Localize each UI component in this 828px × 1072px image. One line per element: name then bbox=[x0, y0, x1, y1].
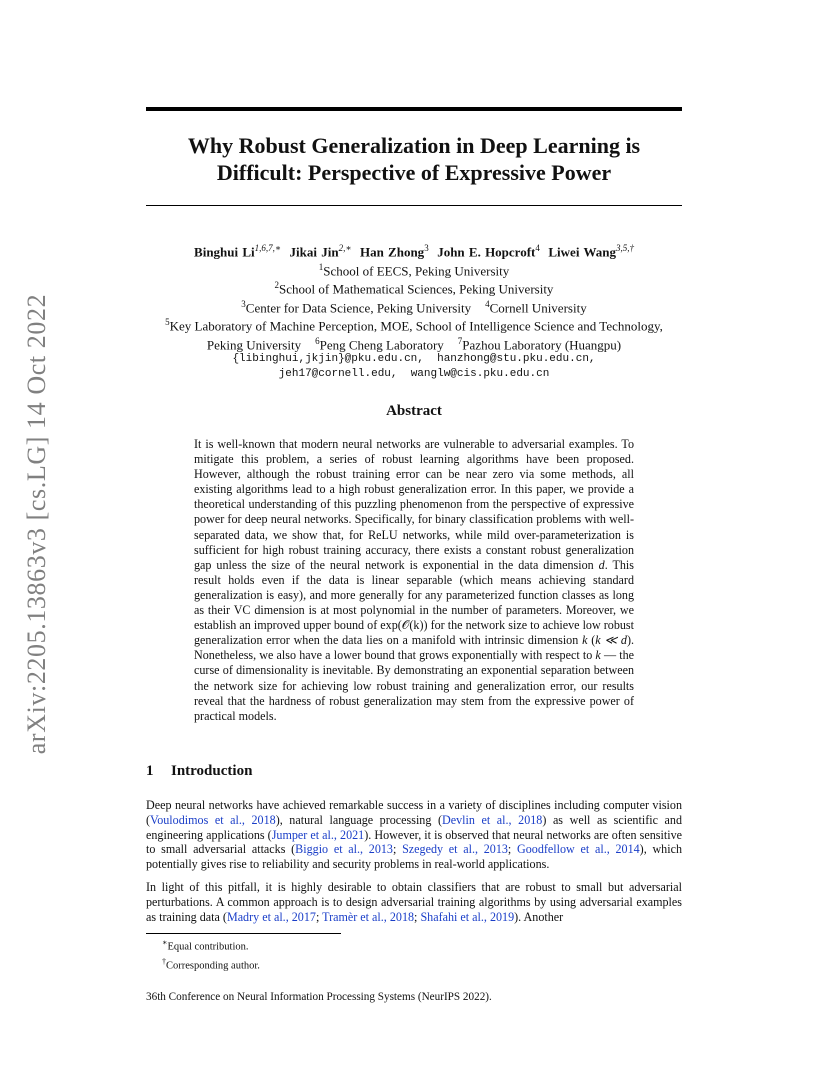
conference-venue: 36th Conference on Neural Information Processing Systems (NeurIPS 2022). bbox=[146, 991, 492, 1003]
title-top-rule bbox=[146, 107, 682, 111]
affiliation-line: Peking University $^6$Peng Cheng Laboratory $^7$Pazhou Laboratory (Huangpu) bbox=[206, 335, 622, 352]
email[interactable]: hanzhong@stu.pku.edu.cn, bbox=[437, 353, 596, 366]
author-names bbox=[146, 241, 682, 260]
author-name: Liwei Wang bbox=[548, 244, 616, 260]
section-number: 1 bbox=[146, 763, 154, 779]
section-heading-introduction bbox=[146, 763, 252, 780]
abstract-text: It is well-known that modern neural networks are vulnerable to adversarial examples. To mitigate this problem, a series of robust learning algorithms have been proposed. However, although the robust training error can be near zero via some methods, all existing algorithms lead to a high robust generalization error. In this paper, we provide a theoretical understanding of this puzzling phenomenon from the perspective of expressive power for deep neural networks. Specifically, for binary classification problems with well-separated data, we show that, for ReLU networks, while mild over-parameterization is sufficient for high robust training accuracy, there exists a constant robust generalization gap unless the size of the neural network is exponential in the data dimension d. This result holds even if the data is linear separable (which means achieving standard generalization is easy), and more generally for any parameterized function classes as long as their VC dimension is at most polynomial in the number of parameters. Moreover, we establish an improved upper bound of exp(𝒪(k)) for the network size to achieve low robust generalization error when the data lies on a manifold with intrinsic dimension k (k ≪ d). Nonetheless, we also have a lower bound that grows exponentially with respect to k — the curse of dimensionality is inevitable. By demonstrating an exponential separation between the network size for achieving low robust training and generalization error, our results reveal that the hardness of robust generalization may stem from the expressive power of practical models. bbox=[194, 437, 635, 723]
footnote: ∗Equal contribution. bbox=[162, 938, 249, 953]
author-marks: 4 bbox=[535, 243, 540, 253]
paper-title bbox=[146, 132, 682, 186]
citation-link[interactable]: Tramèr et al., 2018 bbox=[322, 909, 415, 924]
citation-link[interactable]: Devlin et al., 2018 bbox=[442, 812, 543, 827]
citation-link[interactable]: Szegedy et al., 2013 bbox=[402, 842, 508, 857]
citation-link[interactable]: Goodfellow et al., 2014 bbox=[517, 842, 640, 857]
math: k bbox=[582, 633, 588, 648]
author-name: Han Zhong bbox=[359, 244, 425, 260]
math: k bbox=[595, 648, 601, 663]
intro-paragraph-2: In light of this pitfall, it is highly desirable to obtain classifiers that are robust to small but adversarial perturbations. A common approach is to design adversarial training algorithms by using adversarial examples as training data (Madry et al., 2017; Tramèr et al., 2018; Shafahi et al., 2019). Another bbox=[146, 880, 682, 924]
author-marks: 3 bbox=[424, 243, 429, 253]
abstract-heading: Abstract bbox=[386, 403, 442, 419]
author-marks: 2,∗ bbox=[338, 243, 352, 253]
author-block bbox=[146, 241, 682, 383]
email-line bbox=[146, 352, 682, 367]
author-name: Jikai Jin bbox=[289, 244, 339, 260]
arxiv-identifier-text: arXiv:2205.13863v3 [cs.LG] 14 Oct 2022 bbox=[22, 293, 51, 755]
affiliation-line: $^3$Center for Data Science, Peking University $^4$Cornell University bbox=[241, 298, 587, 315]
citation-link[interactable]: Madry et al., 2017 bbox=[226, 909, 316, 924]
footnote-rule bbox=[146, 933, 341, 934]
title-line-2: Difficult: Perspective of Expressive Power bbox=[216, 160, 612, 185]
section-title: Introduction bbox=[171, 763, 253, 779]
title-line-1: Why Robust Generalization in Deep Learning is bbox=[187, 133, 641, 158]
affiliation-line: $^2$School of Mathematical Sciences, Peking University bbox=[274, 280, 554, 297]
citation-link[interactable]: Voulodimos et al., 2018 bbox=[150, 812, 276, 827]
footnotes bbox=[162, 936, 260, 973]
arxiv-identifier-stamp bbox=[17, 290, 57, 758]
title-bottom-rule bbox=[146, 205, 682, 206]
citation-link[interactable]: Shafahi et al., 2019 bbox=[420, 909, 515, 924]
math: k ≪ d bbox=[595, 633, 627, 648]
email-line bbox=[146, 367, 682, 382]
footnote: †Corresponding author. bbox=[162, 956, 260, 971]
affiliation-line: $^5$Key Laboratory of Machine Perception, MOE, School of Intelligence Science and Technology, bbox=[165, 317, 663, 334]
author-marks: 1,6,7,∗ bbox=[254, 243, 282, 253]
email[interactable]: {libinghui,jkjin}@pku.edu.cn, bbox=[232, 353, 424, 366]
math: d bbox=[598, 557, 605, 572]
author-name: John E. Hopcroft bbox=[437, 244, 536, 260]
citation-link[interactable]: Jumper et al., 2021 bbox=[271, 827, 365, 842]
email[interactable]: wanglw@cis.pku.edu.cn bbox=[410, 368, 550, 381]
author-marks: 3,5,† bbox=[615, 243, 634, 253]
email[interactable]: jeh17@cornell.edu, bbox=[278, 368, 398, 381]
affiliation-line: $^1$School of EECS, Peking University bbox=[318, 261, 510, 278]
author-name: Binghui Li bbox=[194, 244, 255, 260]
intro-paragraph-1: Deep neural networks have achieved remarkable success in a variety of disciplines including computer vision (Voulodimos et al., 2018), natural language processing (Devlin et al., 2018) as well as scientific and engineering applications (Jumper et al., 2021). However, it is observed that neural networks are often sensitive to small adversarial attacks (Biggio et al., 2013; Szegedy et al., 2013; Goodfellow et al., 2014), which potentially gives rise to reliability and security problems in real-world applications. bbox=[146, 798, 683, 872]
math: exp(𝒪(k)) bbox=[380, 618, 428, 633]
citation-link[interactable]: Biggio et al., 2013 bbox=[295, 842, 393, 857]
